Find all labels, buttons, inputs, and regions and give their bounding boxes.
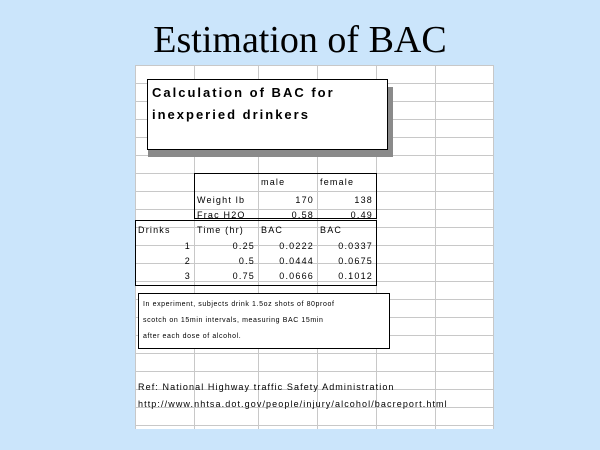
calculation-textbox[interactable] <box>147 79 388 150</box>
header-male: male <box>261 177 286 187</box>
spreadsheet <box>135 65 494 429</box>
note-line-1: In experiment, subjects drink 1.5oz shots of 80proof <box>143 301 335 308</box>
note-line-3: after each dose of alcohol. <box>143 333 242 340</box>
row-3-bac-male: 0.0666 <box>279 271 314 281</box>
row-3-drinks: 3 <box>184 271 191 281</box>
row-1-time: 0.25 <box>232 241 255 251</box>
note-line-2: scotch on 15min intervals, measuring BAC 15min <box>143 317 324 324</box>
header-drinks: Drinks <box>138 225 171 235</box>
weight-male: 170 <box>295 195 314 205</box>
frac-label: Frac H2O <box>197 210 246 220</box>
row-3-time: 0.75 <box>232 271 255 281</box>
row-1-drinks: 1 <box>184 241 191 251</box>
header-bac-male: BAC <box>261 225 284 235</box>
row-2-drinks: 2 <box>184 256 191 266</box>
row-3-bac-female: 0.1012 <box>338 271 373 281</box>
weight-label: Weight lb <box>197 195 246 205</box>
row-2-time: 0.5 <box>238 256 255 266</box>
row-2-bac-female: 0.0675 <box>338 256 373 266</box>
row-2-bac-male: 0.0444 <box>279 256 314 266</box>
slide-title: Estimation of BAC <box>153 19 447 61</box>
row-1-bac-male: 0.0222 <box>279 241 314 251</box>
frac-female: 0.49 <box>350 210 373 220</box>
callout-line-2: inexperied drinkers <box>152 107 310 122</box>
reference-url[interactable]: http://www.nhtsa.dot.gov/people/injury/alcohol/bacreport.html <box>138 399 448 409</box>
row-1-bac-female: 0.0337 <box>338 241 373 251</box>
frac-male: 0.58 <box>291 210 314 220</box>
header-female: female <box>320 177 355 187</box>
header-bac-female: BAC <box>320 225 343 235</box>
reference-source: Ref: National Highway traffic Safety Administration <box>138 382 395 392</box>
callout-line-1: Calculation of BAC for <box>152 85 335 100</box>
header-time: Time (hr) <box>197 225 244 235</box>
experiment-note[interactable] <box>138 293 390 349</box>
weight-female: 138 <box>354 195 373 205</box>
